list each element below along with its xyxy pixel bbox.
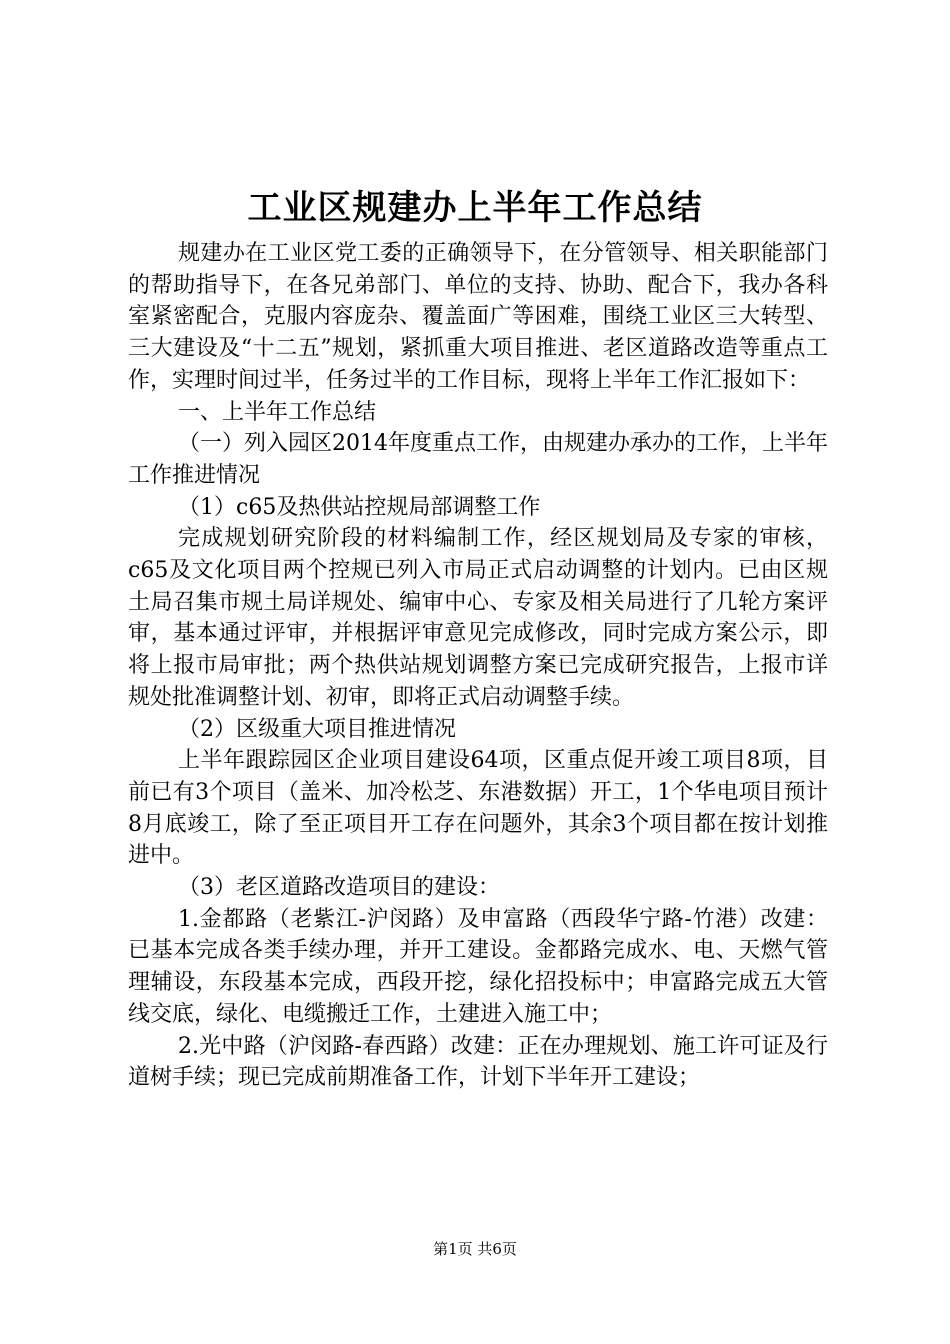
paragraph-c65: 完成规划研究阶段的材料编制工作，经区规划局及专家的审核，c65及文化项目两个控规已列入市局正式启动调整的计划内。已由区规土局召集市规土局详规处、编审中心、专家及相关局进行了几轮方案评审，基本通过评审，并根据评审意见完成修改，同时完成方案公示，即将上报市局审批；两个热供站规划调整方案已完成研究报告，上报市详规处批准调整计划、初审，即将正式启动调整手续。 — [128, 526, 828, 710]
intro-paragraph: 规建办在工业区党工委的正确领导下，在分管领导、相关职能部门的帮助指导下，在各兄弟部门、单位的支持、协助、配合下，我办各科室紧密配合，克服内容庞杂、覆盖面广等困难，围绕工业区三大转型、三大建设及“十二五”规划，紧抓重大项目推进、老区道路改造等重点工作，实理时间过半，任务过半的工作目标，现将上半年工作汇报如下： — [128, 241, 828, 393]
item-heading-c65: （1）c65及热供站控规局部调整工作 — [178, 494, 541, 520]
item-heading-major-projects: （2）区级重大项目推进情况 — [178, 716, 456, 742]
paragraph-guangzhong-road: 2.光中路（沪闵路-春西路）改建：正在办理规划、施工许可证及行道树手续；现已完成前期准备工作，计划下半年开工建设； — [128, 1033, 828, 1091]
section-heading-summary: 一、上半年工作总结 — [178, 399, 377, 425]
paragraph-jindu-road: 1.金都路（老紫江-沪闵路）及申富路（西段华宁路-竹港）改建：已基本完成各类手续办理，并开工建设。金都路完成水、电、天燃气管理辅设，东段基本完成，西段开挖，绿化招投标中；申富路完成五大管线交底，绿化、电缆搬迁工作，土建进入施工中； — [128, 906, 828, 1027]
page-title: 工业区规建办上半年工作总结 — [247, 188, 703, 228]
document-body — [128, 238, 828, 1094]
paragraph-major-projects: 上半年跟踪园区企业项目建设64项，区重点促开竣工项目8项，目前已有3个项目（盖米、加冷松芝、东港数据）开工，1个华电项目预计8月底竣工，除了至正项目开工存在问题外，其余3个项目都在按计划推进中。 — [128, 748, 828, 869]
item-heading-road-renovation: （3）老区道路改造项目的建设： — [178, 875, 500, 901]
page-number: 第1页 共6页 — [433, 1240, 517, 1258]
subsection-heading-key-work: （一）列入园区2014年度重点工作，由规建办承办的工作，上半年工作推进情况 — [128, 431, 828, 488]
